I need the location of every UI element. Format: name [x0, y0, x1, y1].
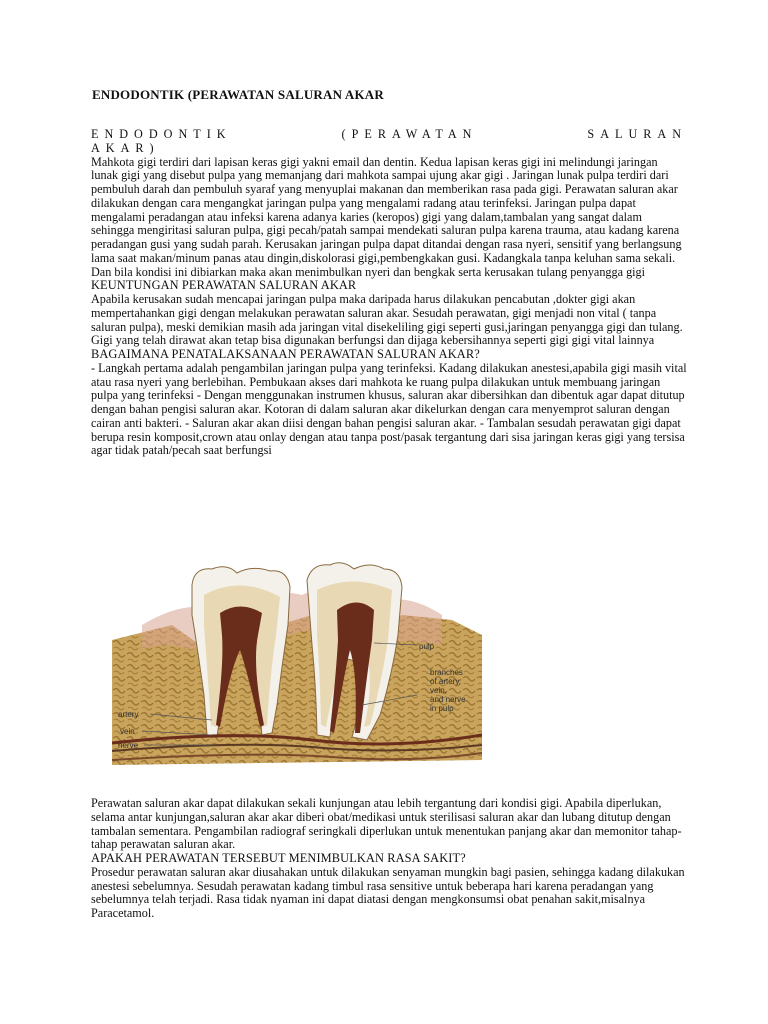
- label-branches-5: in pulp: [430, 704, 454, 713]
- heading-keuntungan: KEUNTUNGAN PERAWATAN SALURAN AKAR: [91, 278, 357, 293]
- document-title: ENDODONTIK (PERAWATAN SALURAN AKAR: [92, 87, 384, 102]
- heading-rasa-sakit: APAKAH PERAWATAN TERSEBUT MENIMBULKAN RASA SAKIT?: [91, 851, 466, 865]
- paragraph-penatalaksanaan: - Langkah pertama adalah pengambilan jaringan pulpa yang terinfeksi. Kadang dilakukan anestesi,apabila gigi masih vital atau rasa nyeri yang berlebihan. Pembukaan akses dari mahkota ke ruang pulpa dilakukan untuk membuang jaringan pulpa yang terinfeksi - Dengan menggunakan instrumen khusus, saluran akar dibersihkan dan dibentuk agar dapat ditutup dengan bahan pengisi saluran akar. Kotoran di dalam saluran akar dikelurkan dengan cara menyemprot saluran dengan cairan anti bakteri. - Saluran akar akan diisi dengan bahan pengisi saluran akar. - Tambalan sesudah perawatan gigi dapat berupa resin komposit,crown atau onlay dengan atau tanpa post/pasak tergantung dari sisa jaringan keras gigi yang tersisa agar tidak patah/pecah saat berfungsi: [91, 360, 687, 458]
- tooth-anatomy-figure: [112, 555, 482, 775]
- paragraph-intro: Mahkota gigi terdiri dari lapisan keras gigi yakni email dan dentin. Kedua lapisan keras gigi ini melindungi jaringan lunak gigi yang disebut pulpa yang memanjang dari mahkota sampai ujung akar gigi . Jaringan lunak pulpa terdiri dari pembuluh darah dan pembuluh syaraf yang menyuplai makanan dan memberikan rasa pada gigi. Perawatan saluran akar dilakukan dengan cara mengangkat jaringan pulpa yang mengalami radang atau terinfeksi. Jaringan pulpa dapat mengalami peradangan atau infeksi karena adanya karies (keropos) gigi yang dalam,tambalan yang sangat dalam sehingga mengiritasi saluran pulpa, gigi pecah/patah sampai mendekati saluran pulpa karena trauma, atau kadang karena peradangan gusi yang sudah parah. Kerusakan jaringan pulpa dapat ditandai dengan rasa nyeri, sensitif yang berlangsung lama saat makan/minum panas atau dingin,diskolorasi gigi,pembengkakan gusi. Kadangkala tanpa keluhan sama sekali. Dan bila kondisi ini dibiarkan maka akan menimbulkan nyeri dan bengkak serta kerusakan tulang penyangga gigi: [91, 154, 682, 279]
- label-branches-1: branches: [430, 668, 463, 677]
- paragraph-kunjungan: Perawatan saluran akar dapat dilakukan sekali kunjungan atau lebih tergantung dari kondisi gigi. Apabila diperlukan, selama antar kunjungan,saluran akar akar diberi obat/medikasi untuk sterilisasi saluran akar dan lubang ditutup dengan tambalan sementara. Pengambilan radiograf seringkali diperlukan untuk menentukan panjang akar dan memonitor tahap-tahap perawatan saluran akar.: [91, 796, 682, 852]
- label-artery: artery: [118, 710, 139, 719]
- label-branches-4: and nerve: [430, 695, 466, 704]
- text-block-bottom: [91, 797, 687, 921]
- text-block-top: [91, 128, 687, 458]
- label-branches-2: of artery,: [430, 677, 461, 686]
- label-nerve: nerve: [118, 741, 139, 750]
- spaced-heading-line2: AKAR): [91, 140, 160, 155]
- label-branches-3: vein,: [430, 686, 447, 695]
- heading-penatalaksanaan: BAGAIMANA PENATALAKSANAAN PERAWATAN SALURAN AKAR?: [91, 347, 480, 361]
- label-pulp: pulp: [419, 642, 435, 651]
- spaced-heading-line1: ENDODONTIK (PERAWATAN SALURAN: [91, 127, 687, 141]
- label-vein: vein: [120, 727, 135, 736]
- paragraph-rasa-sakit: Prosedur perawatan saluran akar diusahakan untuk dilakukan senyaman mungkin bagi pasien, sehingga kadang dilakukan anestesi sebelumnya. Sesudah perawatan kadang timbul rasa sensitive untuk beberapa hari karena peradangan yang sebelumnya telah terjadi. Rasa tidak nyaman ini dapat diatasi dengan mengkonsumsi obat penahan sakit,misalnya Paracetamol.: [91, 864, 685, 920]
- paragraph-keuntungan: Apabila kerusakan sudah mencapai jaringan pulpa maka daripada harus dilakukan pencabutan ,dokter gigi akan mempertahankan gigi dengan melakukan perawatan saluran akar. Sesudah perawatan, gigi menjadi non vital ( tanpa saluran pulpa), meski demikian masih ada jaringan vital disekeliling gigi seperti gusi,jaringan penyangga gigi dan tulang. Gigi yang telah dirawat akan tetap bisa digunakan berfungsi dan dijaga kebersihannya seperti gigi gigi vital lainnya: [91, 292, 683, 348]
- tooth-illustration: [112, 555, 482, 775]
